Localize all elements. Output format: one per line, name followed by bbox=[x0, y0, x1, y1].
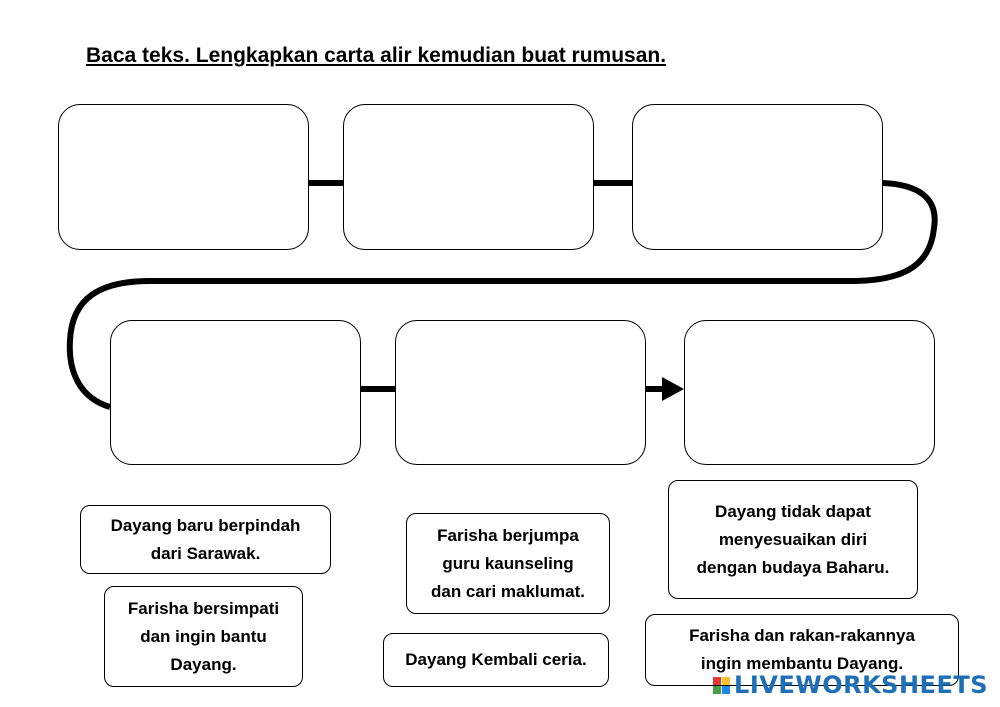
flow-box-6[interactable] bbox=[684, 320, 935, 465]
flow-box-1[interactable] bbox=[58, 104, 309, 250]
answer-card-5[interactable] bbox=[668, 480, 918, 599]
answer-card-5-text: Dayang tidak dapat menyesuaikan diri dengan budaya Baharu. bbox=[696, 501, 890, 577]
liveworksheets-logo-icon bbox=[713, 677, 730, 694]
answer-card-3[interactable] bbox=[406, 513, 610, 614]
answer-card-1-text: Dayang baru berpindah dari Sarawak. bbox=[110, 515, 301, 563]
answer-card-6-text: Farisha dan rakan-rakannya ingin membantu Dayang. bbox=[689, 626, 915, 673]
answer-card-4-text: Dayang Kembali ceria. bbox=[405, 650, 587, 669]
liveworksheets-logo bbox=[713, 671, 988, 699]
answer-card-2[interactable] bbox=[104, 586, 303, 687]
flow-box-5[interactable] bbox=[395, 320, 646, 465]
answer-card-3-text: Farisha berjumpa guru kaunseling dan cari maklumat. bbox=[430, 525, 585, 601]
flow-box-2[interactable] bbox=[343, 104, 594, 250]
instruction-title: Baca teks. Lengkapkan carta alir kemudian buat rumusan. bbox=[86, 44, 667, 67]
answer-card-1[interactable] bbox=[80, 505, 331, 574]
flow-box-4[interactable] bbox=[110, 320, 361, 465]
answer-card-4[interactable] bbox=[383, 633, 609, 687]
answer-card-2-text: Farisha bersimpati dan ingin bantu Dayang. bbox=[127, 598, 280, 674]
liveworksheets-logo-text: LIVEWORKSHEETS bbox=[734, 671, 988, 699]
flow-box-3[interactable] bbox=[632, 104, 883, 250]
arrow-head bbox=[662, 377, 684, 401]
